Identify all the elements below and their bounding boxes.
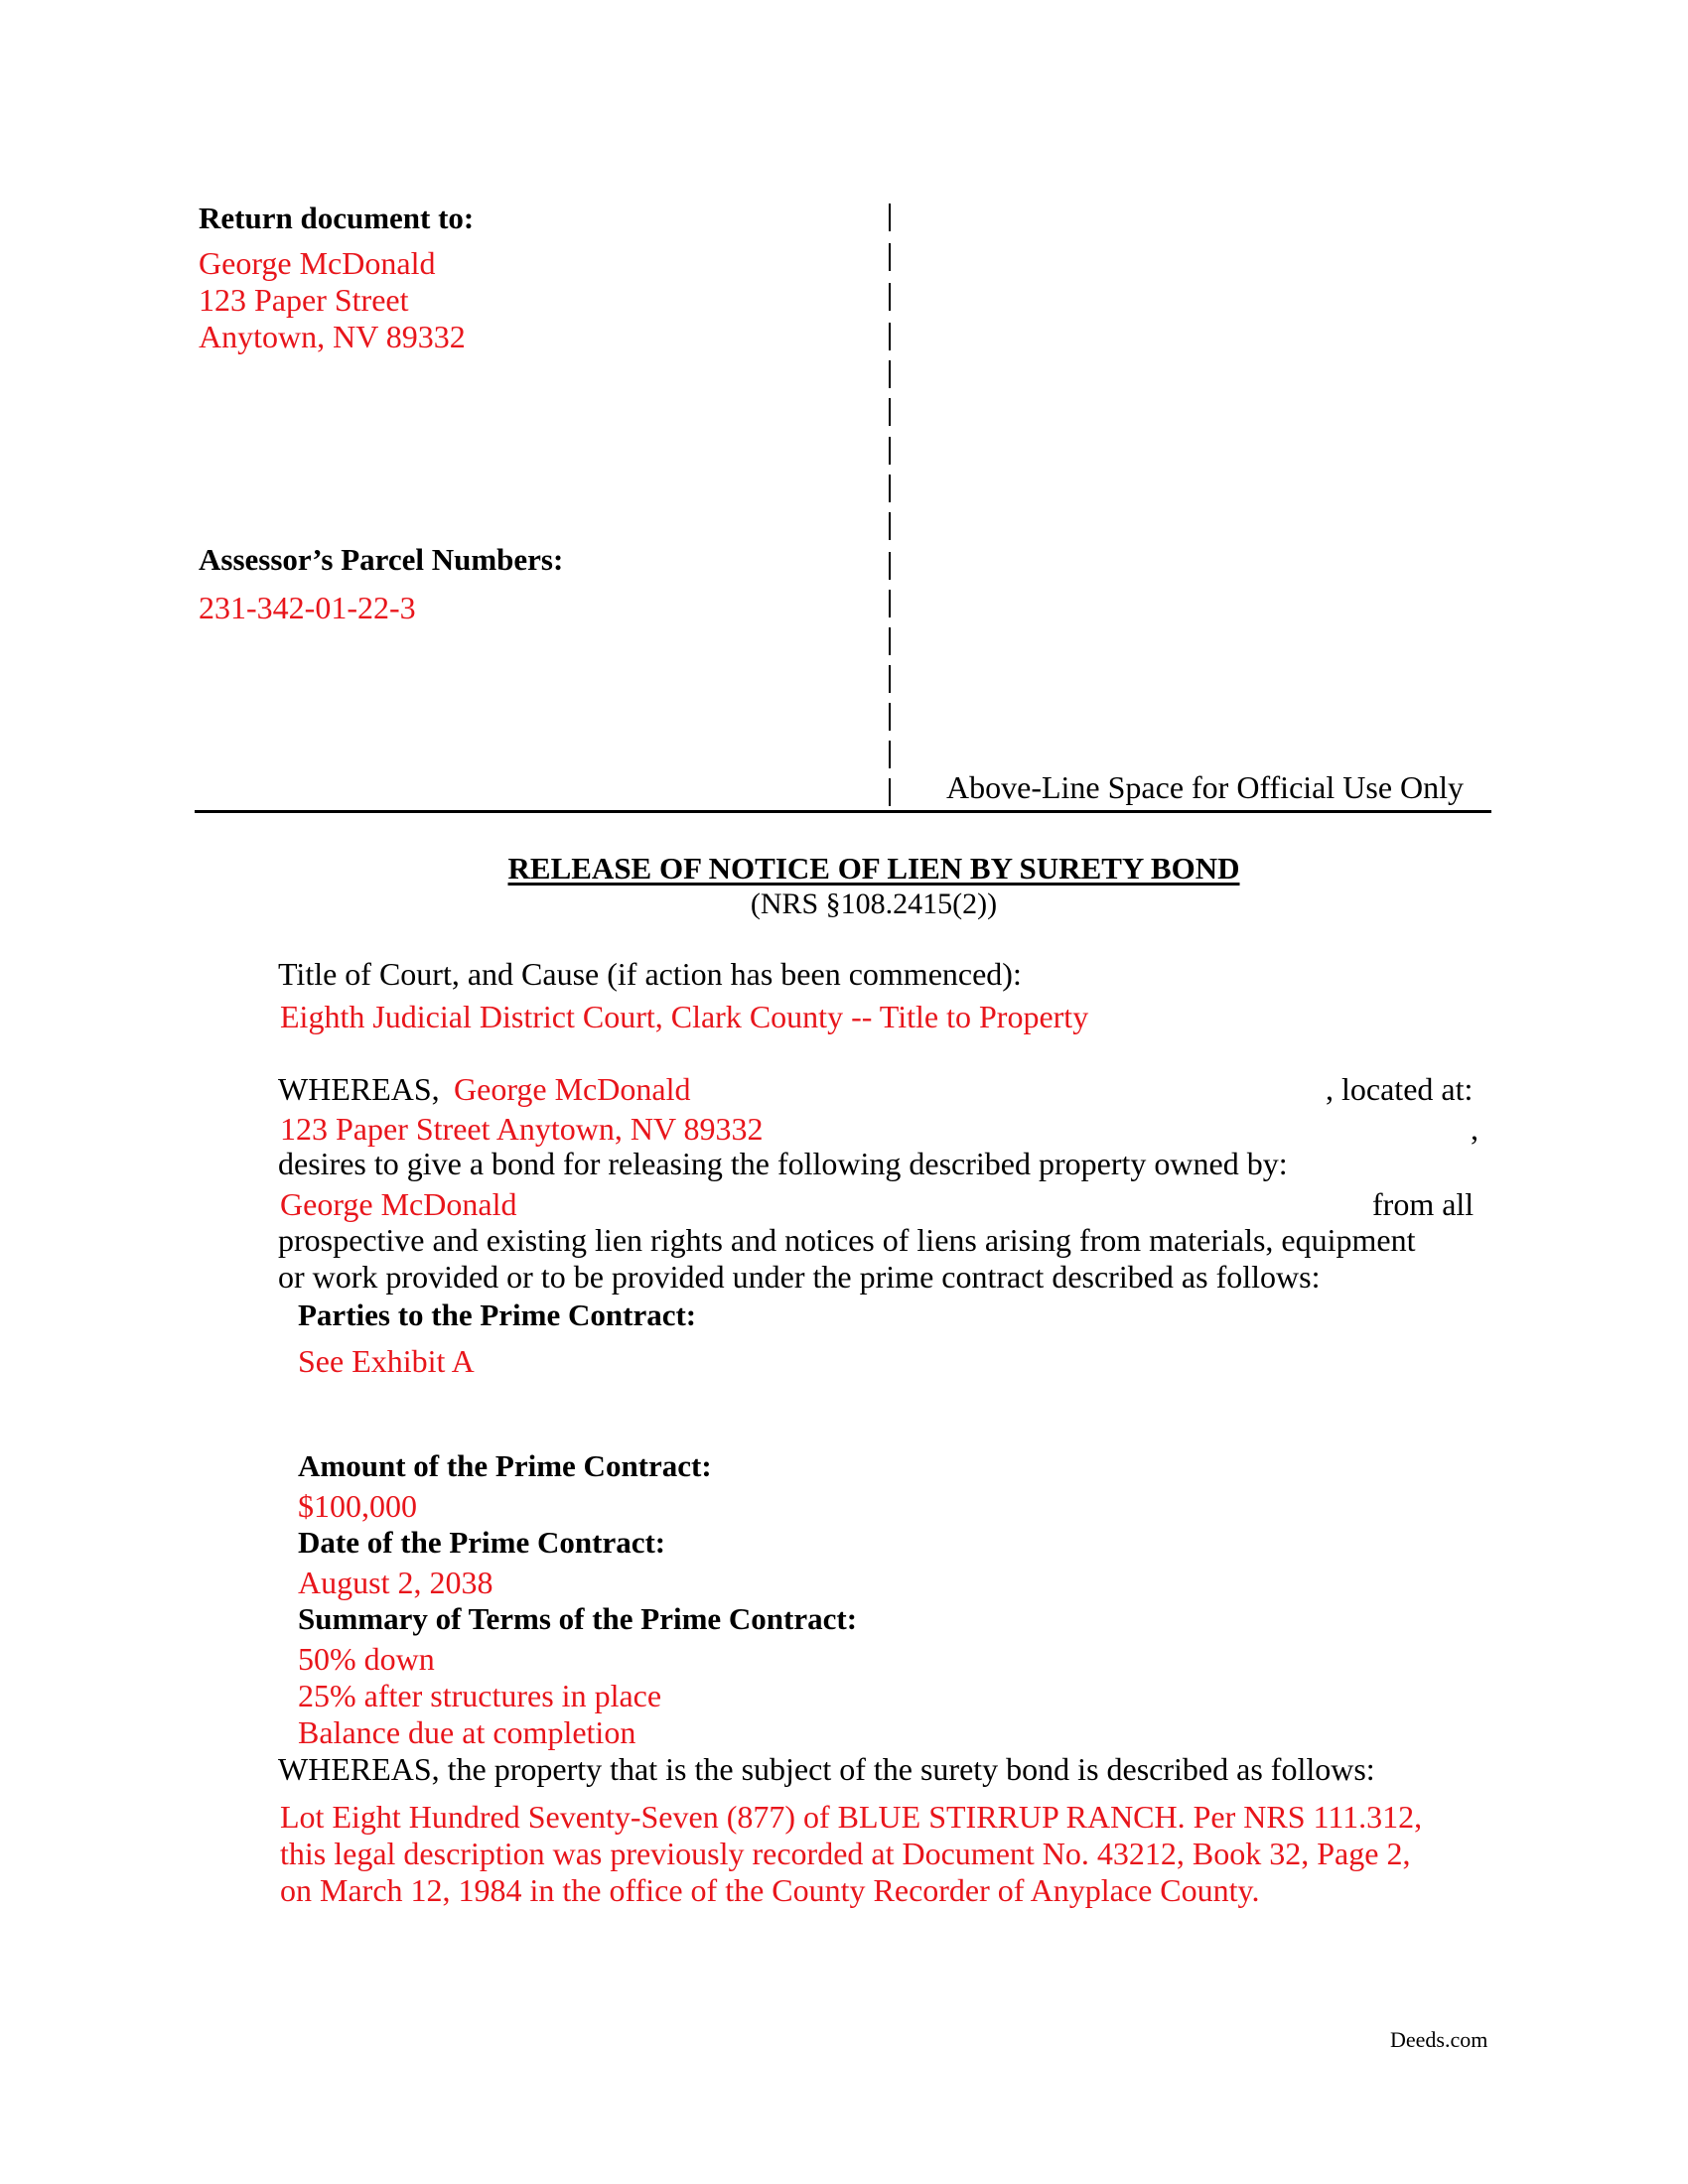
statute-reference: (NRS §108.2415(2))	[750, 887, 998, 920]
return-name: George McDonald	[199, 245, 436, 281]
lien-text-line-2: or work provided or to be provided under the prime contract described as follows:	[278, 1259, 1321, 1295]
return-city: Anytown, NV 89332	[199, 319, 466, 354]
official-use-label: Above-Line Space for Official Use Only	[946, 769, 1465, 805]
document-title: RELEASE OF NOTICE OF LIEN BY SURETY BOND	[507, 851, 1240, 886]
legal-description-line: Lot Eight Hundred Seventy-Seven (877) of BLUE STIRRUP RANCH. Per NRS 111.312,	[280, 1799, 1423, 1835]
summary-item: Balance due at completion	[298, 1714, 636, 1750]
principal-name: George McDonald	[454, 1071, 691, 1107]
owner-name: George McDonald	[280, 1186, 517, 1222]
summary-item: 25% after structures in place	[298, 1678, 662, 1713]
legal-description-line: this legal description was previously recorded at Document No. 43212, Book 32, Page 2,	[280, 1836, 1411, 1871]
apn-value: 231-342-01-22-3	[199, 590, 416, 625]
summary-label: Summary of Terms of the Prime Contract:	[298, 1601, 858, 1636]
desires-text: desires to give a bond for releasing the following described property owned by:	[278, 1146, 1288, 1181]
date-label: Date of the Prime Contract:	[298, 1525, 666, 1560]
located-at-label: , located at:	[1326, 1071, 1474, 1107]
lien-text-line-1: prospective and existing lien rights and notices of liens arising from materials, equipment	[278, 1222, 1416, 1258]
official-use-rule	[195, 810, 1491, 813]
from-all-label: from all	[1372, 1186, 1475, 1222]
amount-value: $100,000	[298, 1488, 417, 1524]
summary-item: 50% down	[298, 1641, 435, 1677]
amount-label: Amount of the Prime Contract:	[298, 1448, 712, 1483]
return-street: 123 Paper Street	[199, 282, 409, 318]
apn-label: Assessor’s Parcel Numbers:	[199, 542, 564, 577]
address-comma: ,	[1471, 1111, 1478, 1147]
footer-brand: Deeds.com	[1390, 2027, 1488, 2052]
whereas-prefix: WHEREAS,	[278, 1071, 440, 1107]
court-value: Eighth Judicial District Court, Clark County -- Title to Property	[280, 999, 1089, 1034]
court-label: Title of Court, and Cause (if action has been commenced):	[278, 956, 1022, 992]
parties-label: Parties to the Prime Contract:	[298, 1297, 697, 1332]
date-value: August 2, 2038	[298, 1565, 493, 1600]
return-label: Return document to:	[199, 201, 475, 235]
legal-description-line: on March 12, 1984 in the office of the County Recorder of Anyplace County.	[280, 1872, 1260, 1908]
property-whereas: WHEREAS, the property that is the subject of the surety bond is described as follows:	[278, 1751, 1375, 1787]
principal-address: 123 Paper Street Anytown, NV 89332	[280, 1111, 764, 1147]
parties-value: See Exhibit A	[298, 1343, 475, 1379]
